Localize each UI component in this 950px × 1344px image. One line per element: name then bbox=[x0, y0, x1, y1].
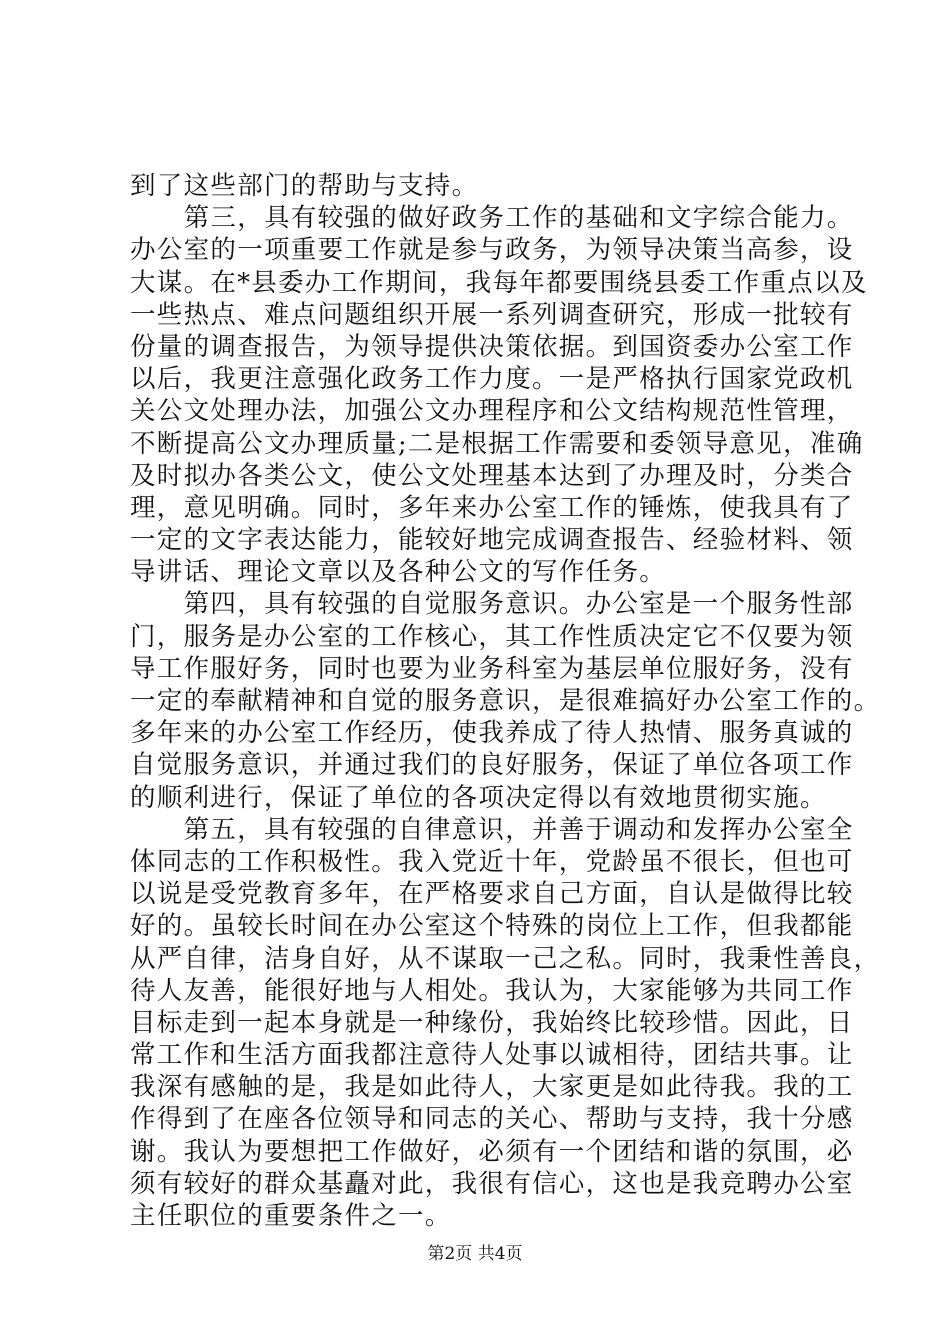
text-line: 办公室的一项重要工作就是参与政务，为领导决策当高参，设 bbox=[130, 235, 854, 266]
text-line: 体同志的工作积极性。我入党近十年，党龄虽不很长，但也可 bbox=[130, 846, 854, 877]
text-line: 自觉服务意识，并通过我们的良好服务，保证了单位各项工作 bbox=[130, 750, 854, 781]
text-line: 目标走到一起本身就是一种缘份，我始终比较珍惜。因此，日 bbox=[130, 1007, 854, 1038]
text-line: 主任职位的重要条件之一。 bbox=[130, 1201, 452, 1231]
text-line: 第三，具有较强的做好政务工作的基础和文字综合能力。 bbox=[130, 203, 854, 234]
text-line: 待人友善，能很好地与人相处。我认为，大家能够为共同工作 bbox=[130, 975, 854, 1006]
text-line: 第四，具有较强的自觉服务意识。办公室是一个服务性部 bbox=[130, 589, 854, 620]
text-line: 谢。我认为要想把工作做好，必须有一个团结和谐的氛围，必 bbox=[130, 1136, 854, 1167]
text-line: 导工作服好务，同时也要为业务科室为基层单位服好务，没有 bbox=[130, 653, 854, 684]
text-line: 我深有感触的是，我是如此待人，大家更是如此待我。我的工 bbox=[130, 1072, 854, 1103]
text-line: 大谋。在*县委办工作期间，我每年都要围绕县委工作重点以及 bbox=[130, 267, 868, 298]
text-line: 第五，具有较强的自律意识，并善于调动和发挥办公室全 bbox=[130, 814, 854, 845]
text-line: 到了这些部门的帮助与支持。 bbox=[130, 171, 479, 201]
page-number-footer: 第2页 共4页 bbox=[427, 1244, 523, 1264]
text-line: 一些热点、难点问题组织开展一系列调查研究，形成一批较有 bbox=[130, 299, 854, 330]
text-line: 须有较好的群众基矗对此，我很有信心，这也是我竞聘办公室 bbox=[130, 1168, 854, 1199]
text-line: 一定的文字表达能力，能较好地完成调查报告、经验材料、领 bbox=[130, 525, 854, 556]
text-line: 的顺利进行，保证了单位的各项决定得以有效地贯彻实施。 bbox=[130, 782, 827, 813]
text-line: 关公文处理办法，加强公文办理程序和公文结构规范性管理， bbox=[130, 396, 854, 427]
text-line: 以说是受党教育多年，在严格要求自己方面，自认是做得比较 bbox=[130, 879, 854, 910]
text-line: 作得到了在座各位领导和同志的关心、帮助与支持，我十分感 bbox=[130, 1104, 854, 1135]
text-line: 理，意见明确。同时，多年来办公室工作的锤炼，使我具有了 bbox=[130, 492, 854, 523]
text-line: 门，服务是办公室的工作核心，其工作性质决定它不仅要为领 bbox=[130, 621, 854, 652]
text-line: 不断提高公文办理质量;二是根据工作需要和委领导意见，准确 bbox=[130, 428, 864, 459]
text-line: 份量的调查报告，为领导提供决策依据。到国资委办公室工作 bbox=[130, 331, 854, 362]
text-line: 多年来的办公室工作经历，使我养成了待人热情、服务真诚的 bbox=[130, 718, 854, 749]
text-line: 常工作和生活方面我都注意待人处事以诚相待，团结共事。让 bbox=[130, 1040, 854, 1071]
text-line: 从严自律，洁身自好，从不谋取一己之私。同时，我秉性善良， bbox=[130, 943, 881, 974]
text-line: 以后，我更注意强化政务工作力度。一是严格执行国家党政机 bbox=[130, 364, 854, 395]
text-line: 导讲话、理论文章以及各种公文的写作任务。 bbox=[130, 557, 667, 588]
text-line: 一定的奉献精神和自觉的服务意识，是很难搞好办公室工作的。 bbox=[130, 686, 881, 716]
text-line: 好的。虽较长时间在办公室这个特殊的岗位上工作，但我都能 bbox=[130, 911, 854, 942]
body-text bbox=[130, 170, 881, 1232]
text-line: 及时拟办各类公文，使公文处理基本达到了办理及时，分类合 bbox=[130, 460, 854, 491]
